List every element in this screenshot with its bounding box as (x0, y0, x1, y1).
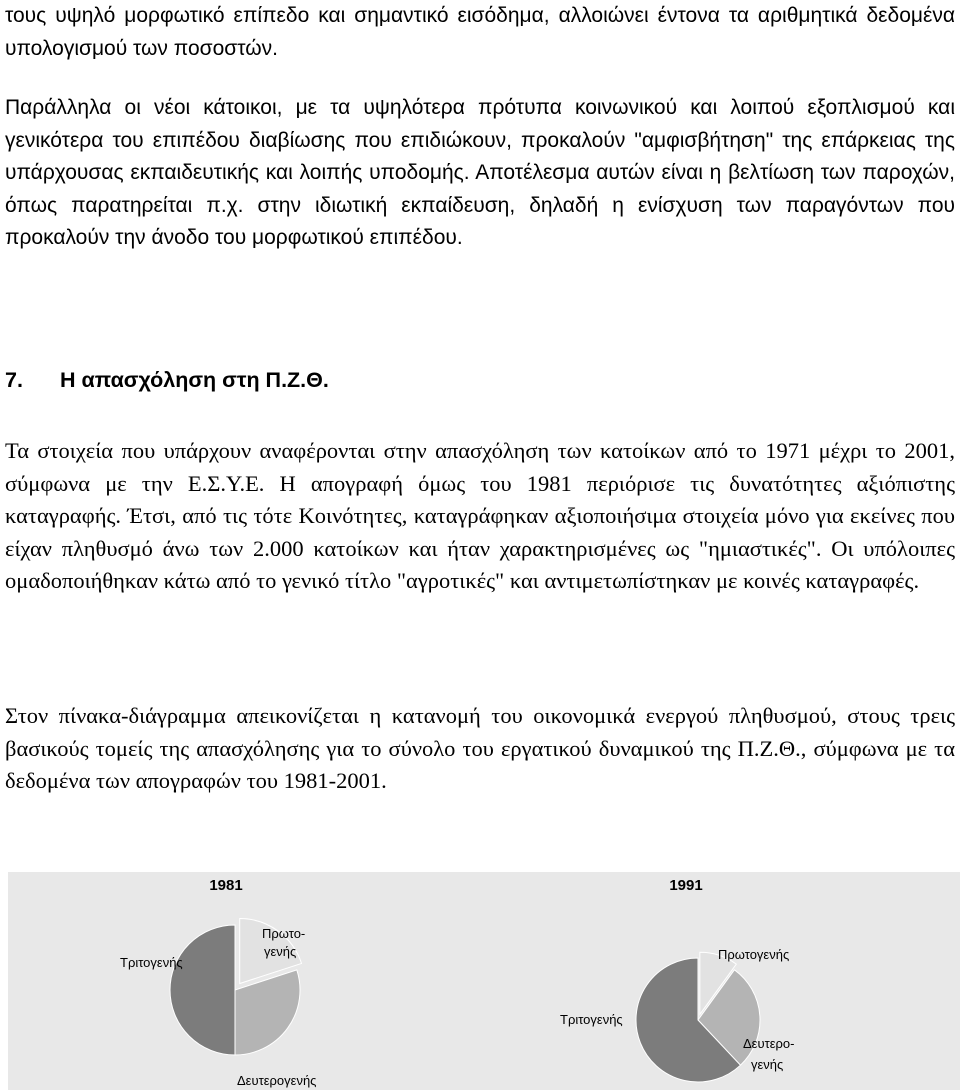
paragraph-new-residents: Παράλληλα οι νέοι κάτοικοι, με τα υψηλότερα πρότυπα κοινωνικού και λοιπού εξοπλισμού και γενικότερα του επιπέδου διαβίωσης που επιδιώκουν, προκαλούν "αμφισβήτηση" της επάρκειας της υπάρχουσας εκπαιδευτικής και λοιπής υποδομής. Αποτέλεσμα αυτών είναι η βελτίωση των παροχών, όπως παρατηρείται π.χ. στην ιδιωτική εκπαίδευση, δηλαδή η ενίσχυση των παραγόντων που προκαλούν την άνοδο του μορφωτικού επιπέδου. (5, 96, 955, 249)
chart-title-1981: 1981 (209, 877, 243, 894)
section-heading (5, 365, 329, 395)
paragraph-employment-data: Τα στοιχεία που υπάρχουν αναφέρονται στην απασχόληση των κατοίκων από το 1971 μέχρι το 2001, σύμφωνα με την Ε.Σ.Υ.Ε. Η απογραφή όμως του 1981 περιόρισε τις δυνατότητες αξιόπιστης καταγραφής. Έτσι, από τις τότε Κοινότητες, καταγράφηκαν αξιοποιήσιμα στοιχεία μόνο για εκείνες που είχαν πληθυσμό άνω των 2.000 κατοίκων και ήταν χαρακτηρισμένες ως "ημιαστικές". Οι υπόλοιπες ομαδοποιήθηκαν κάτω από το γενικό τίτλο "αγροτικές" και αντιμετωπίστηκαν με κοινές καταγραφές. (5, 438, 955, 593)
paragraph-continuation: τους υψηλό μορφωτικό επίπεδο και σημαντικό εισόδημα, αλλοιώνει έντονα τα αριθμητικά δεδομένα υπολογισμού των ποσοστών. (5, 4, 955, 60)
section-title: Η απασχόληση στη Π.Ζ.Θ. (60, 368, 329, 392)
label-1991-primary: Πρωτογενής (718, 947, 790, 962)
chart-title-1991: 1991 (669, 877, 703, 894)
label-1991-tertiary: Τριτογενής (560, 1012, 623, 1027)
label-1991-secondary-b: γενής (751, 1057, 784, 1072)
label-1981-tertiary: Τριτογενής (120, 955, 183, 970)
section-number: 7. (5, 368, 23, 392)
label-1991-secondary-a: Δευτερο- (743, 1036, 795, 1051)
label-1981-secondary: Δευτερογενής (237, 1073, 317, 1088)
label-1981-primary-a: Πρωτο- (262, 926, 306, 941)
pie-charts-figure (0, 862, 960, 1090)
paragraph-chart-intro: Στον πίνακα-διάγραμμα απεικονίζεται η κατανομή του οικονομικά ενεργού πληθυσμού, στους τρεις βασικούς τομείς της απασχόλησης για το σύνολο του εργατικού δυναμικού της Π.Ζ.Θ., σύμφωνα με τα δεδομένα των απογραφών του 1981-2001. (5, 703, 955, 793)
label-1981-primary-b: γενής (264, 944, 297, 959)
